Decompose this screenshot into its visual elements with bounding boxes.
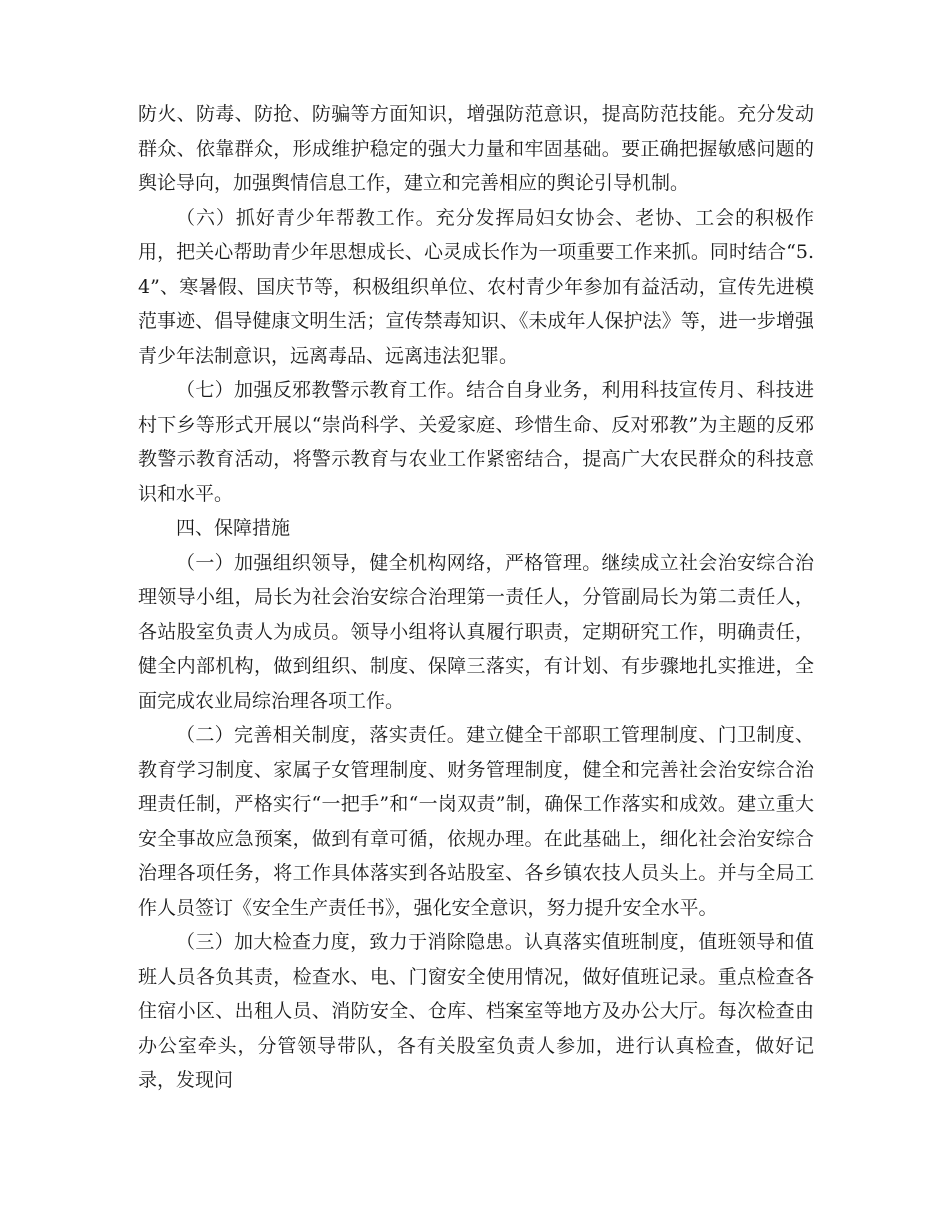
paragraph-rules-responsibility: （二）完善相关制度，落实责任。建立健全干部职工管理制度、门卫制度、教育学习制度、家属子女管理制度、财务管理制度，健全和完善社会治安综合治理责任制，严格实行“一把手”和“一岗双责”制，确保工作落实和成效。建立重大安全事故应急预案，做到有章可循，依规办理。在此基础上，细化社会治安综合治理各项任务，将工作具体落实到各站股室、各乡镇农技人员头上。并与全局工作人员签订《安全生产责任书》，强化安全意识，努力提升安全水平。 <box>138 724 814 919</box>
section-heading-safeguards: 四、保障措施 <box>176 517 291 539</box>
document-body <box>138 97 814 1098</box>
paragraph-youth-education: （六）抓好青少年帮教工作。充分发挥局妇女协会、老协、工会的积极作用，把关心帮助青少年思想成长、心灵成长作为一项重要工作来抓。同时结合“5.4”、寒暑假、国庆节等，积极组织单位、农村青少年参加有益活动，宣传先进模范事迹、倡导健康文明生活；宣传禁毒知识、《未成年人保护法》等，进一步增强青少年法制意识，远离毒品、远离违法犯罪。 <box>138 206 814 367</box>
paragraph-continuation: 防火、防毒、防抢、防骗等方面知识，增强防范意识，提高防范技能。充分发动群众、依靠群众，形成维护稳定的强大力量和牢固基础。要正确把握敏感问题的舆论导向，加强舆情信息工作，建立和完善相应的舆论引导机制。 <box>138 103 814 194</box>
paragraph-inspection: （三）加大检查力度，致力于消除隐患。认真落实值班制度，值班领导和值班人员各负其责，检查水、电、门窗安全使用情况，做好值班记录。重点检查各住宿小区、出租人员、消防安全、仓库、档案室等地方及办公大厅。每次检查由办公室牵头，分管领导带队，各有关股室负责人参加，进行认真检查，做好记录，发现问 <box>138 931 814 1091</box>
paragraph-anti-cult-education: （七）加强反邪教警示教育工作。结合自身业务，利用科技宣传月、科技进村下乡等形式开展以“崇尚科学、关爱家庭、珍惜生命、反对邪教”为主题的反邪教警示教育活动，将警示教育与农业工作紧密结合，提高广大农民群众的科技意识和水平。 <box>138 379 814 505</box>
paragraph-organization-leadership: （一）加强组织领导，健全机构网络，严格管理。继续成立社会治安综合治理领导小组，局长为社会治安综合治理第一责任人，分管副局长为第二责任人，各站股室负责人为成员。领导小组将认真履行职责，定期研究工作，明确责任，健全内部机构，做到组织、制度、保障三落实，有计划、有步骤地扎实推进，全面完成农业局综治理各项工作。 <box>138 551 814 712</box>
